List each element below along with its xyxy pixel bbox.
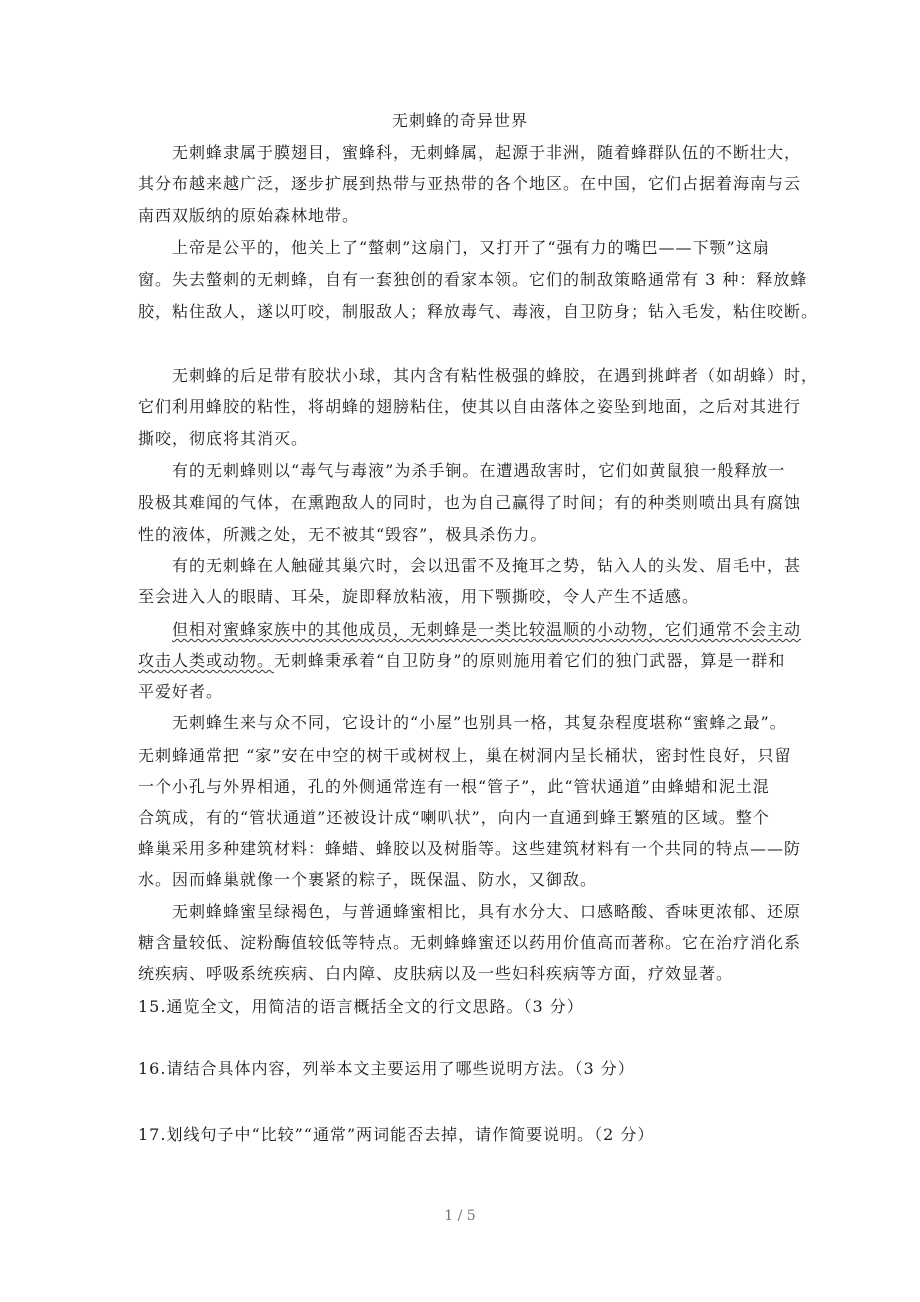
paragraph-line: 糖含量较低、淀粉酶值较低等特点。无刺蜂蜂蜜还以药用价值高而著称。它在治疗消化系 <box>138 933 802 952</box>
page-number: 1 / 5 <box>444 1208 476 1224</box>
paragraph-line: 上帝是公平的，他关上了“螫刺”这扇门，又打开了“强有力的嘴巴——下颚”这扇 <box>172 238 770 257</box>
paragraph-text: 无刺蜂秉承着“自卫防身”的原则施用着它们的独门武器，算是一群和 <box>274 651 786 670</box>
paragraph-line: 股极其难闻的气体，在熏跑敌人的同时，也为自己赢得了时间；有的种类则喷出具有腐蚀 <box>138 493 802 512</box>
paragraph-line: 窗。失去螫刺的无刺蜂，自有一套独创的看家本领。它们的制敌策略通常有 3 种：释放蜂 <box>138 270 808 289</box>
paragraph-line: 至会进入人的眼睛、耳朵，旋即释放粘液，用下颚撕咬，令人产生不适感。 <box>138 587 700 606</box>
paragraph-line: 它们利用蜂胶的粘性，将胡蜂的翅膀粘住，使其以自由落体之姿坠到地面，之后对其进行 <box>138 397 802 416</box>
paragraph-line: 无刺蜂隶属于膜翅目，蜜蜂科，无刺蜂属，起源于非洲，随着蜂群队伍的不断壮大， <box>172 143 802 162</box>
paragraph-line: 有的无刺蜂在人触碰其巢穴时，会以迅雷不及掩耳之势，钻入人的头发、眉毛中，甚 <box>172 556 802 575</box>
paragraph-line: 无刺蜂的后足带有胶状小球，其内含有粘性极强的蜂胶，在遇到挑衅者（如胡蜂）时， <box>172 366 819 385</box>
paragraph-line: 统疾病、呼吸系统疾病、白内障、皮肤病以及一些妇科疾病等方面，疗效显著。 <box>138 964 734 983</box>
paragraph-line: 水。因而蜂巢就像一个裹紧的粽子，既保温、防水，又御敌。 <box>138 870 598 889</box>
paragraph-line: 性的液体，所溅之处，无不被其“毁容”，极具杀伤力。 <box>138 525 548 544</box>
question-16: 16.请结合具体内容，列举本文主要运用了哪些说明方法。（3 分） <box>138 1059 635 1078</box>
question-15: 15.通览全文，用简洁的语言概括全文的行文思路。（3 分） <box>138 997 584 1016</box>
paragraph-line: 蜂巢采用多种建筑材料：蜂蜡、蜂胶以及树脂等。这些建筑材料有一个共同的特点——防 <box>138 839 802 858</box>
paragraph-line: 平爱好者。 <box>138 682 224 701</box>
article-title: 无刺蜂的奇异世界 <box>391 111 528 130</box>
paragraph-line: 一个小孔与外界相通，孔的外侧通常连有一根“管子”，此“管状通道”由蜂蜡和泥土混 <box>138 777 770 796</box>
paragraph-line: 南西双版纳的原始森林地带。 <box>138 206 360 225</box>
paragraph-line <box>138 651 785 671</box>
underlined-sentence: 但相对蜜蜂家族中的其他成员，无刺蜂是一类比较温顺的小动物，它们通常不会主动 <box>172 620 802 639</box>
paragraph-line: 其分布越来越广泛，逐步扩展到热带与亚热带的各个地区。在中国，它们占据着海南与云 <box>138 174 802 193</box>
paragraph-line: 合筑成，有的“管状通道”还被设计成“喇叭状”，向内一直通到蜂王繁殖的区域。整个 <box>138 808 770 827</box>
paragraph-line: 胶，粘住敌人，遂以叮咬，制服敌人；释放毒气、毒液，自卫防身；钻入毛发，粘住咬断。 <box>138 302 819 321</box>
paragraph-line: 撕咬，彻底将其消灭。 <box>138 429 309 448</box>
underlined-sentence: 攻击人类或动物。 <box>138 651 275 670</box>
question-17: 17.划线句子中“比较”“通常”两词能否去掉，请作简要说明。（2 分） <box>138 1125 655 1144</box>
paragraph-line: 无刺蜂通常把 “家”安在中空的树干或树杈上，巢在树洞内呈长桶状，密封性良好，只留 <box>138 746 792 765</box>
paragraph-line: 无刺蜂蜂蜜呈绿褐色，与普通蜂蜜相比，具有水分大、口感略酸、香味更浓郁、还原 <box>172 902 802 921</box>
paragraph-line: 有的无刺蜂则以“毒气与毒液”为杀手锏。在遭遇敌害时，它们如黄鼠狼一般释放一 <box>172 461 786 480</box>
paragraph-line: 无刺蜂生来与众不同，它设计的“小屋”也别具一格，其复杂程度堪称“蜜蜂之最”。 <box>172 713 787 732</box>
